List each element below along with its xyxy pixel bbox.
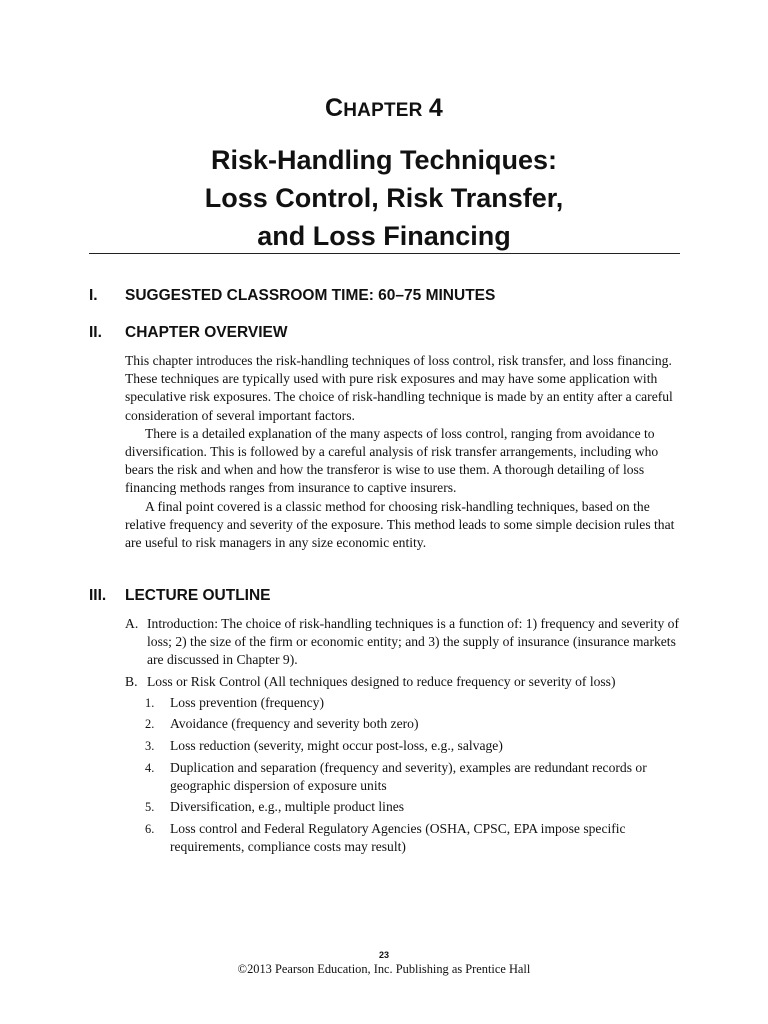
outline-item xyxy=(125,673,685,691)
section-heading-lecture-outline xyxy=(89,585,680,607)
section-heading-chapter-overview xyxy=(89,322,680,344)
outline-marker: A. xyxy=(125,616,139,631)
subitem-text: Diversification, e.g., multiple product lines xyxy=(170,799,405,815)
chapter-title xyxy=(0,141,768,255)
overview-paragraph: A final point covered is a classic method for choosing risk-handling techniques, based on the relative frequency and severity of the exposure. This method leads to some simple decision rules that are useful to risk managers in any size economic entity. xyxy=(125,498,675,551)
subitem-text: Loss reduction (severity, might occur post-loss, e.g., salvage) xyxy=(170,738,503,753)
outline-subitem xyxy=(125,820,685,856)
chapter-label-initial: C xyxy=(324,94,344,122)
outline-subitem xyxy=(125,798,685,816)
outline-item-text: Introduction: The choice of risk-handling techniques is a function of: 1) frequency and severity of loss; 2) the size of the firm or economic entity; and 3) the supply of insurance (insurance markets are discussed in Chapter 9). xyxy=(147,616,680,668)
copyright-notice: ©2013 Pearson Education, Inc. Publishing as Prentice Hall xyxy=(237,962,531,976)
chapter-title-line: and Loss Financing xyxy=(257,221,511,251)
subitem-marker: 1. xyxy=(145,695,155,710)
subitem-text: Loss control and Federal Regulatory Agencies (OSHA, CPSC, EPA impose specific requirements, compliance costs may result) xyxy=(170,820,626,855)
outline-subitem xyxy=(125,694,685,712)
chapter-title-line: Loss Control, Risk Transfer, xyxy=(204,183,564,213)
outline-marker: B. xyxy=(125,673,138,689)
overview-text xyxy=(125,352,685,552)
subitem-text: Avoidance (frequency and severity both zero) xyxy=(170,716,419,732)
subitem-marker: 3. xyxy=(145,739,155,753)
chapter-title-line: Risk-Handling Techniques: xyxy=(210,145,558,175)
section-number: II. xyxy=(89,324,102,341)
section-title: LECTURE OUTLINE xyxy=(125,587,271,604)
outline-item-text: Loss or Risk Control (All techniques designed to reduce frequency or severity of loss) xyxy=(147,673,616,689)
outline-item xyxy=(125,615,685,670)
subitem-text: Loss prevention (frequency) xyxy=(170,694,325,710)
outline-subitem xyxy=(125,715,685,733)
outline-subitem xyxy=(125,737,685,755)
subitem-marker: 2. xyxy=(145,717,155,732)
chapter-label xyxy=(0,94,768,123)
section-number: I. xyxy=(89,287,98,304)
subitem-marker: 4. xyxy=(145,760,155,775)
outline-subitem xyxy=(125,759,685,795)
section-heading-classroom-time xyxy=(89,285,680,307)
subitem-marker: 5. xyxy=(145,800,155,815)
page-number: 23 xyxy=(378,950,389,960)
overview-paragraph: There is a detailed explanation of the many aspects of loss control, ranging from avoidance to diversification. This is followed by a careful analysis of risk transfer arrangements, including who bears the risk and when and how the transferor is wise to use them. A thorough detailing of loss financing methods ranges from insurance to captive insurers. xyxy=(125,425,659,496)
section-number: III. xyxy=(89,587,107,604)
section-title: CHAPTER OVERVIEW xyxy=(125,324,288,341)
overview-paragraph: This chapter introduces the risk-handling techniques of loss control, risk transfer, and loss financing. These techniques are typically used with pure risk exposures and may have some application with speculative risk exposures. The choice of risk-handling technique is made by an entity after a careful consideration of several important factors. xyxy=(125,353,673,423)
section-title: SUGGESTED CLASSROOM TIME: 60–75 MINUTES xyxy=(125,287,496,304)
subitem-marker: 6. xyxy=(145,821,155,836)
chapter-label-rest: HAPTER xyxy=(343,100,423,121)
title-divider xyxy=(89,253,680,254)
chapter-number: 4 xyxy=(428,94,443,122)
lecture-outline xyxy=(125,615,685,860)
subitem-text: Duplication and separation (frequency and severity), examples are redundant records or geographic dispersion of exposure units xyxy=(170,759,647,793)
outline-sublist xyxy=(125,694,685,857)
